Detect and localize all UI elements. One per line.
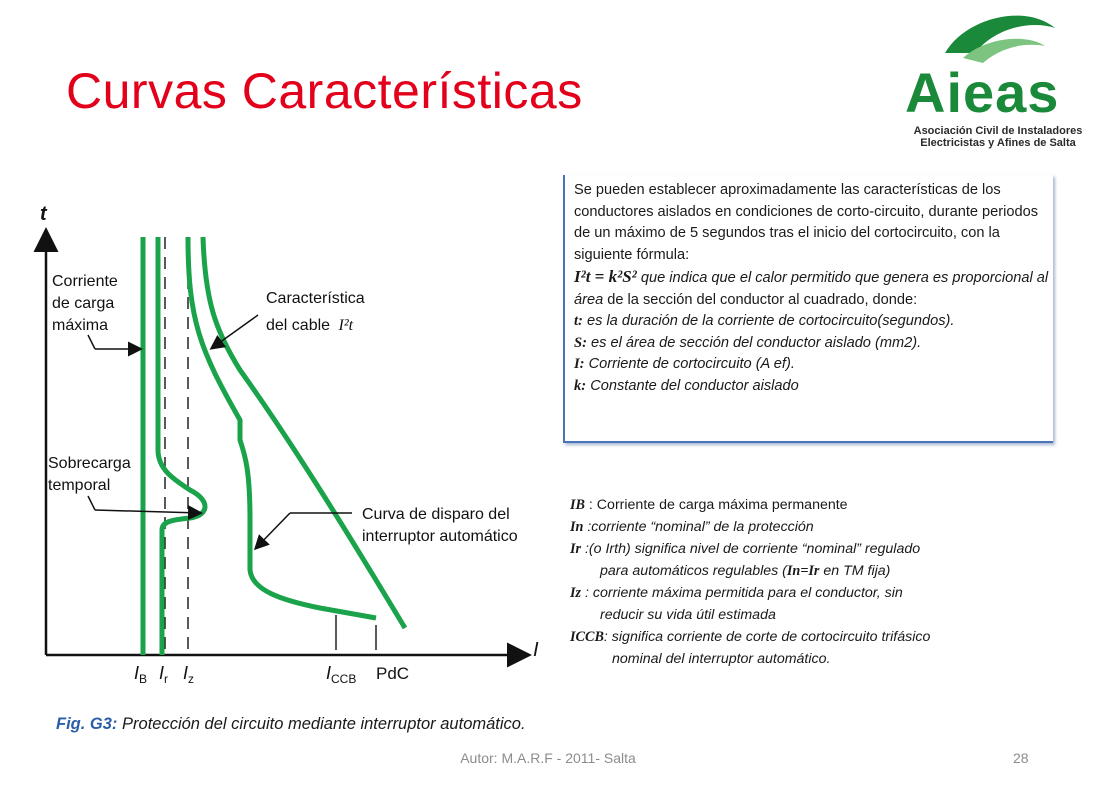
footer-author: Autor: M.A.R.F - 2011- Salta [460,750,636,766]
arrow-sobrecarga [95,510,200,513]
def-ir [570,538,1050,560]
logo-subtitle-line1: Asociación Civil de Instaladores [913,125,1083,137]
ir-symbol: Ir [570,541,582,557]
def-ir-2 [570,560,1050,582]
logo-subtitle [908,125,1088,149]
x-axis-label: I [533,639,539,661]
def-iccb [570,626,1050,648]
iz-description: : corriente máxima permitida para el conductor, sin [581,585,903,601]
formula-description-2: de la sección del conductor al cuadrado, donde: [603,291,918,308]
def-iccb-2: nominal del interruptor automático. [612,651,831,667]
label-curva-disparo: Curva de disparo del interruptor automático [362,506,518,545]
figure-number: Fig. G3: [56,715,118,733]
in-description: :corriente “nominal” de la protección [583,519,814,535]
formula-textbox [563,175,1053,443]
tick-ib: $I_B$ [134,663,148,686]
iccb-symbol: ICCB [570,629,604,645]
iccb-description: : significa corriente de corte de cortocircuito trifásico [603,629,931,645]
k-symbol: k: [574,377,587,394]
formula-description: que indica que el calor permitido que genera es proporcional al área [574,270,1049,308]
formula: I²t = k²S² [574,267,637,286]
tick-ir: $I_r$ [159,663,169,686]
logo-name: Aieas [905,61,1060,124]
tick-iccb: $I_{CCB}$ [326,663,357,686]
formula-textbox-content [574,180,1052,397]
i-description: Corriente de cortocircuito (A ef). [584,356,795,372]
label-corriente: Corriente de carga máxima [52,273,118,334]
leaf-icon [905,8,1085,68]
y-axis-label: t [40,203,47,225]
definitions-list [570,494,1050,670]
def-iz-2: reducir su vida útil estimada [600,607,776,623]
ir-description: :(o Irth) significa nivel de corriente “nominal” regulado [581,541,921,557]
logo-subtitle-line2: Electricistas y Afines de Salta [920,137,1076,149]
ir-description-2c: en TM fija) [819,563,891,579]
slide-title: Curvas Características [66,63,583,119]
ir-description-2a: para automáticos regulables ( [600,563,787,579]
label-sobrecarga: Sobrecarga temporal [48,455,131,494]
s-description: es el área de sección del conductor aislado (mm2). [586,334,922,351]
label-caracteristica: Característica del cable I²t [266,290,365,334]
figure-caption [56,715,526,734]
intro-text: Se pueden establecer aproximadamente las características de los conductores aislados en condiciones de corto-circuito, durante periodos de un máximo de 5 segundos tras el inicio del cortocircuito, con la siguiente fórmula: [574,182,1039,263]
t-symbol: t: [574,313,583,329]
def-iz [570,582,1050,604]
iz-symbol: Iz [570,585,582,601]
ir-description-2b: In=Ir [786,563,820,579]
def-ib [570,494,1050,516]
i-symbol: I: [574,356,585,372]
s-symbol: S: [574,334,587,351]
page-number: 28 [1013,750,1029,766]
ib-symbol: IB [570,497,585,513]
def-in [570,516,1050,538]
protection-diagram [0,190,560,745]
aieas-logo [905,8,1085,148]
tick-iz: $I_z$ [183,663,195,686]
t-description: es la duración de la corriente de cortocircuito(segundos). [582,313,955,329]
tick-pdc: PdC [376,664,410,683]
in-symbol: In [570,519,584,535]
k-description: Constante del conductor aislado [586,377,799,394]
figure-caption-text: Protección del circuito mediante interruptor automático. [122,715,526,733]
ib-description: : Corriente de carga máxima permanente [584,497,848,513]
